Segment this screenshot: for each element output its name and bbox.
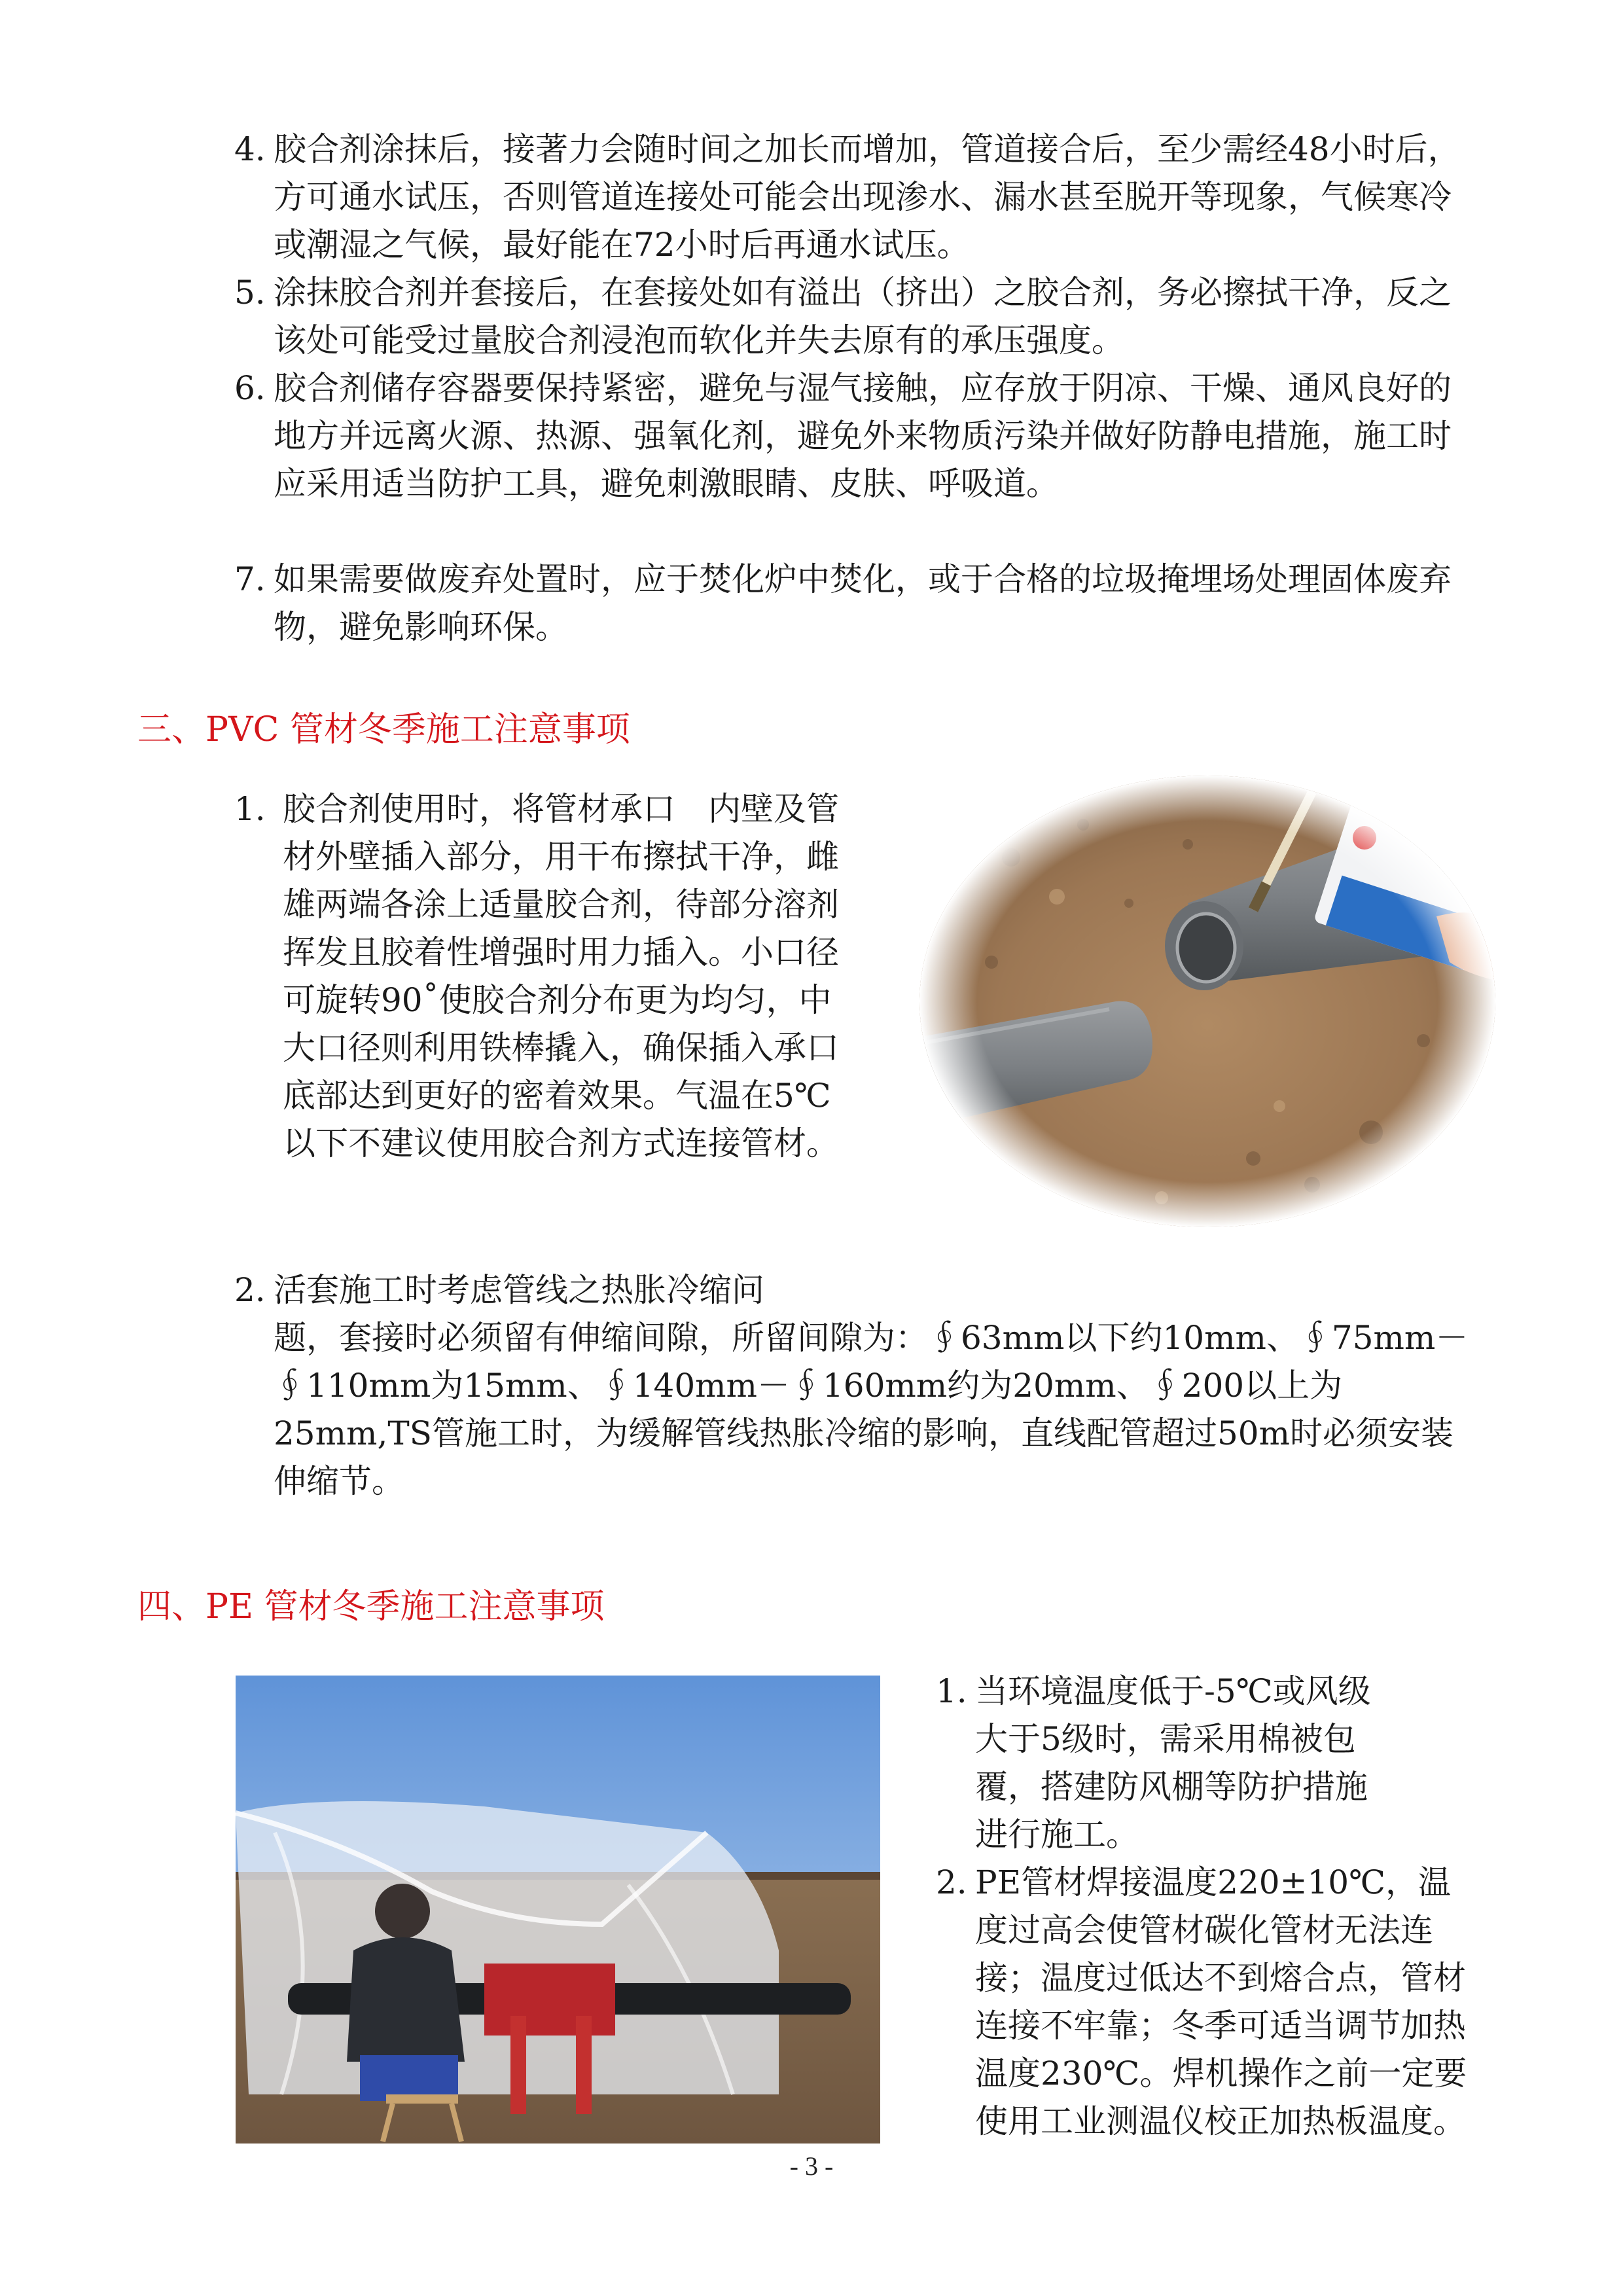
item-6 (234, 365, 1465, 508)
item-text: 胶合剂涂抹后，接著力会随时间之加长而增加，管道接合后，至少需经48小时后，方可通水试压，否则管道连接处可能会出现渗水、漏水甚至脱开等现象，气候寒冷或潮湿之气候，最好能在72小时后再通水试压。 (274, 130, 1461, 264)
item-text: 题，套接时必须留有伸缩间隙，所留间隙为：∮63mm以下约10mm、∮75mm－∮110mm为15mm、∮140mm－∮160mm约为20mm、∮200以上为25mm,TS管施工时，为缓解管线热胀冷缩的影响，直线配管超过50m时必须安装伸缩节。 (274, 1319, 1469, 1500)
item-text: 胶合剂使用时，将管材承口 内壁及管材外壁插入部分，用干布擦拭干净，雌雄两端各涂上适量胶合剂，待部分溶剂挥发且胶着性增强时用力插入。小口径可旋转90˚使胶合剂分布更为均匀，中大口径则利用铁棒撬入，确保插入承口底部达到更好的密着效果。气温在5℃以下不建议使用胶合剂方式连接管材。 (283, 790, 839, 1162)
item-4 (234, 126, 1465, 269)
page-number: - 3 - (789, 2151, 834, 2181)
item-number: 2. (234, 1271, 266, 1309)
item-number: 1. (936, 1672, 967, 1710)
section-heading-pe: 四、PE 管材冬季施工注意事项 (137, 1587, 605, 1626)
item-5 (234, 269, 1465, 365)
item-number: 5. (234, 274, 266, 312)
item-text: 当环境温度低于-5℃或风级大于5级时，需采用棉被包覆，搭建防风棚等防护措施进行施工。 (975, 1672, 1371, 1854)
pe-pipe-welding-shelter-photo (236, 1676, 880, 2144)
item-text: 胶合剂储存容器要保持紧密，避免与湿气接触，应存放于阴凉、干燥、通风良好的地方并远离火源、热源、强氧化剂，避免外来物质污染并做好防静电措施，施工时应采用适当防护工具，避免刺激眼睛、皮肤、呼吸道。 (274, 369, 1452, 503)
item-text: 如果需要做废弃处置时，应于焚化炉中焚化，或于合格的垃圾掩埋场处理固体废弃物，避免影响环保。 (274, 560, 1452, 646)
item-number: 6. (234, 369, 266, 407)
item-number: 2. (936, 1863, 967, 1901)
pe-item-2 (936, 1859, 1486, 2145)
item-text: 涂抹胶合剂并套接后，在套接处如有溢出（挤出）之胶合剂，务必擦拭干净，反之该处可能受过量胶合剂浸泡而软化并失去原有的承压强度。 (274, 274, 1452, 359)
pvc-pipe-gluing-photo (913, 766, 1502, 1237)
item-number: 1. (234, 790, 266, 828)
pvc-item-2 (234, 1266, 1478, 1505)
item-number: 7. (234, 560, 266, 598)
section-heading-pvc: 三、PVC 管材冬季施工注意事项 (137, 710, 630, 749)
pe-item-1 (936, 1668, 1486, 1859)
item-lead: 活套施工时考虑管线之热胀冷缩问 (274, 1271, 764, 1309)
item-number: 4. (234, 130, 266, 168)
item-7 (234, 556, 1465, 651)
pvc-item-1 (234, 785, 863, 1168)
item-text: PE管材焊接温度220±10℃，温度过高会使管材碳化管材无法连接；温度过低达不到熔合点，管材连接不牢靠；冬季可适当调节加热温度230℃。焊机操作之前一定要使用工业测温仪校正加热板温度。 (975, 1863, 1467, 2140)
